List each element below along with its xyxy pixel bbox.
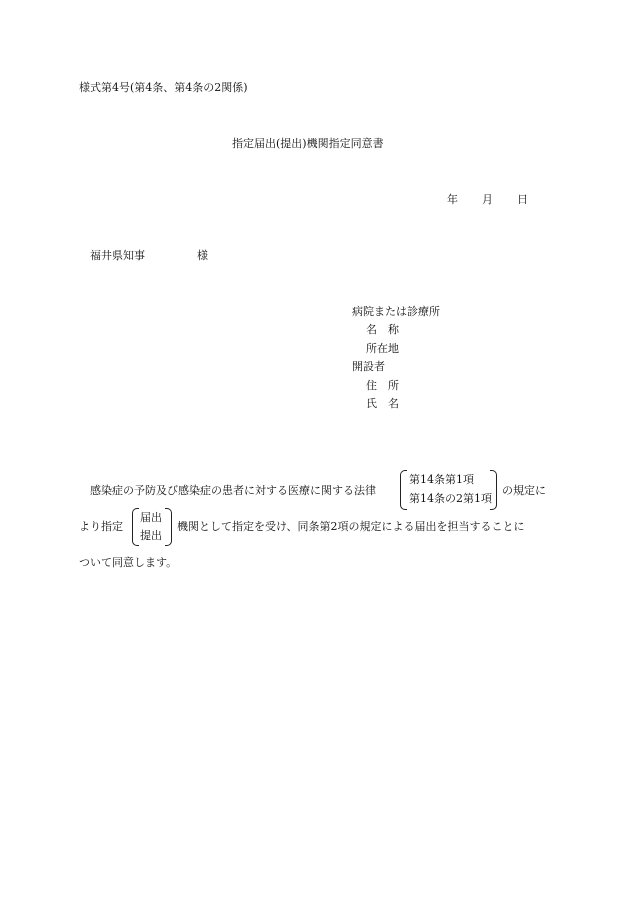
type-option-2: 提出 <box>140 529 162 542</box>
facility-name-label: 名 称 <box>366 323 399 336</box>
document-title: 指定届出(提出)機関指定同意書 <box>232 137 384 150</box>
founder-address-label: 住 所 <box>366 379 399 392</box>
law-bracket-right <box>490 470 497 510</box>
law-option-2: 第14条の2第1項 <box>409 492 492 505</box>
body-line2-start: より指定 <box>79 520 123 533</box>
date-month: 月 <box>482 193 493 206</box>
date-day: 日 <box>517 193 528 206</box>
type-bracket-right <box>165 508 172 546</box>
facility-heading: 病院または診療所 <box>352 305 440 318</box>
date-year: 年 <box>447 193 458 206</box>
body-line3-text: ついて同意します。 <box>79 556 178 569</box>
body-line1-end: の規定に <box>502 484 546 497</box>
type-bracket-left <box>132 508 139 546</box>
body-line1-text: 感染症の予防及び感染症の患者に対する医療に関する法律 <box>90 484 376 497</box>
addressee-honorific: 様 <box>197 249 208 262</box>
body-line2-text: 機関として指定を受け、同条第2項の規定による届出を担当することに <box>177 520 525 533</box>
addressee-name: 福井県知事 <box>90 249 145 262</box>
type-option-1: 届出 <box>140 511 162 524</box>
founder-heading: 開設者 <box>352 360 385 373</box>
facility-location-label: 所在地 <box>366 342 399 355</box>
law-option-1: 第14条第1項 <box>409 473 474 486</box>
founder-name-label: 氏 名 <box>366 397 399 410</box>
form-number: 様式第4号(第4条、第4条の2関係) <box>79 81 248 94</box>
law-bracket-left <box>400 470 407 510</box>
